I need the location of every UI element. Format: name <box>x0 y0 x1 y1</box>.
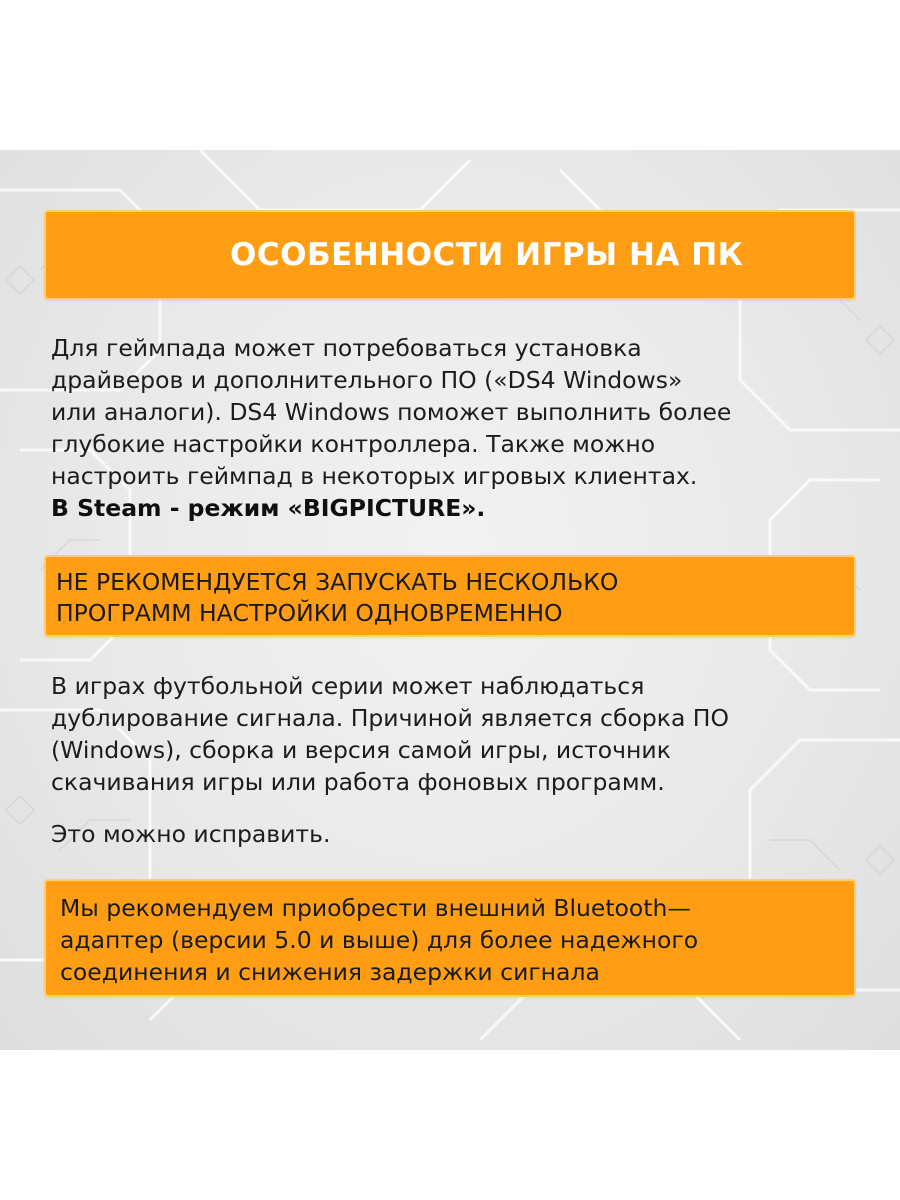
steam-bigpicture-note: В Steam - режим «BIGPICTURE». <box>51 494 486 522</box>
fix-note: Это можно исправить. <box>51 820 331 848</box>
warning-banner <box>44 555 856 637</box>
intro-line: или аналоги). DS4 Windows поможет выполнить более <box>51 398 732 426</box>
content-panel <box>0 150 900 1050</box>
football-line: дублирование сигнала. Причиной является сборка ПО <box>51 704 729 732</box>
warning-line: ПРОГРАММ НАСТРОЙКИ ОДНОВРЕМЕННО <box>56 599 563 627</box>
recommendation-line: Мы рекомендуем приобрести внешний Bluetooth— <box>60 894 691 922</box>
football-line: (Windows), сборка и версия самой игры, источник <box>51 736 671 764</box>
intro-line: настроить геймпад в некоторых игровых клиентах. <box>51 462 698 490</box>
warning-line: НЕ РЕКОМЕНДУЕТСЯ ЗАПУСКАТЬ НЕСКОЛЬКО <box>56 568 619 596</box>
title-banner <box>44 210 856 300</box>
recommendation-banner <box>44 879 856 997</box>
recommendation-line: соединения и снижения задержки сигнала <box>60 958 600 986</box>
intro-paragraph <box>51 332 731 524</box>
intro-line: Для геймпада может потребоваться установка <box>51 334 642 362</box>
football-line: В играх футбольной серии может наблюдаться <box>51 672 645 700</box>
recommendation-line: адаптер (версии 5.0 и выше) для более надежного <box>60 926 699 954</box>
football-paragraph <box>51 670 729 798</box>
intro-line: драйверов и дополнительного ПО («DS4 Windows» <box>51 366 683 394</box>
page-title: ОСОБЕННОСТИ ИГРЫ НА ПК <box>230 237 744 273</box>
football-line: скачивания игры или работа фоновых программ. <box>51 768 665 796</box>
intro-line: глубокие настройки контроллера. Также можно <box>51 430 656 458</box>
